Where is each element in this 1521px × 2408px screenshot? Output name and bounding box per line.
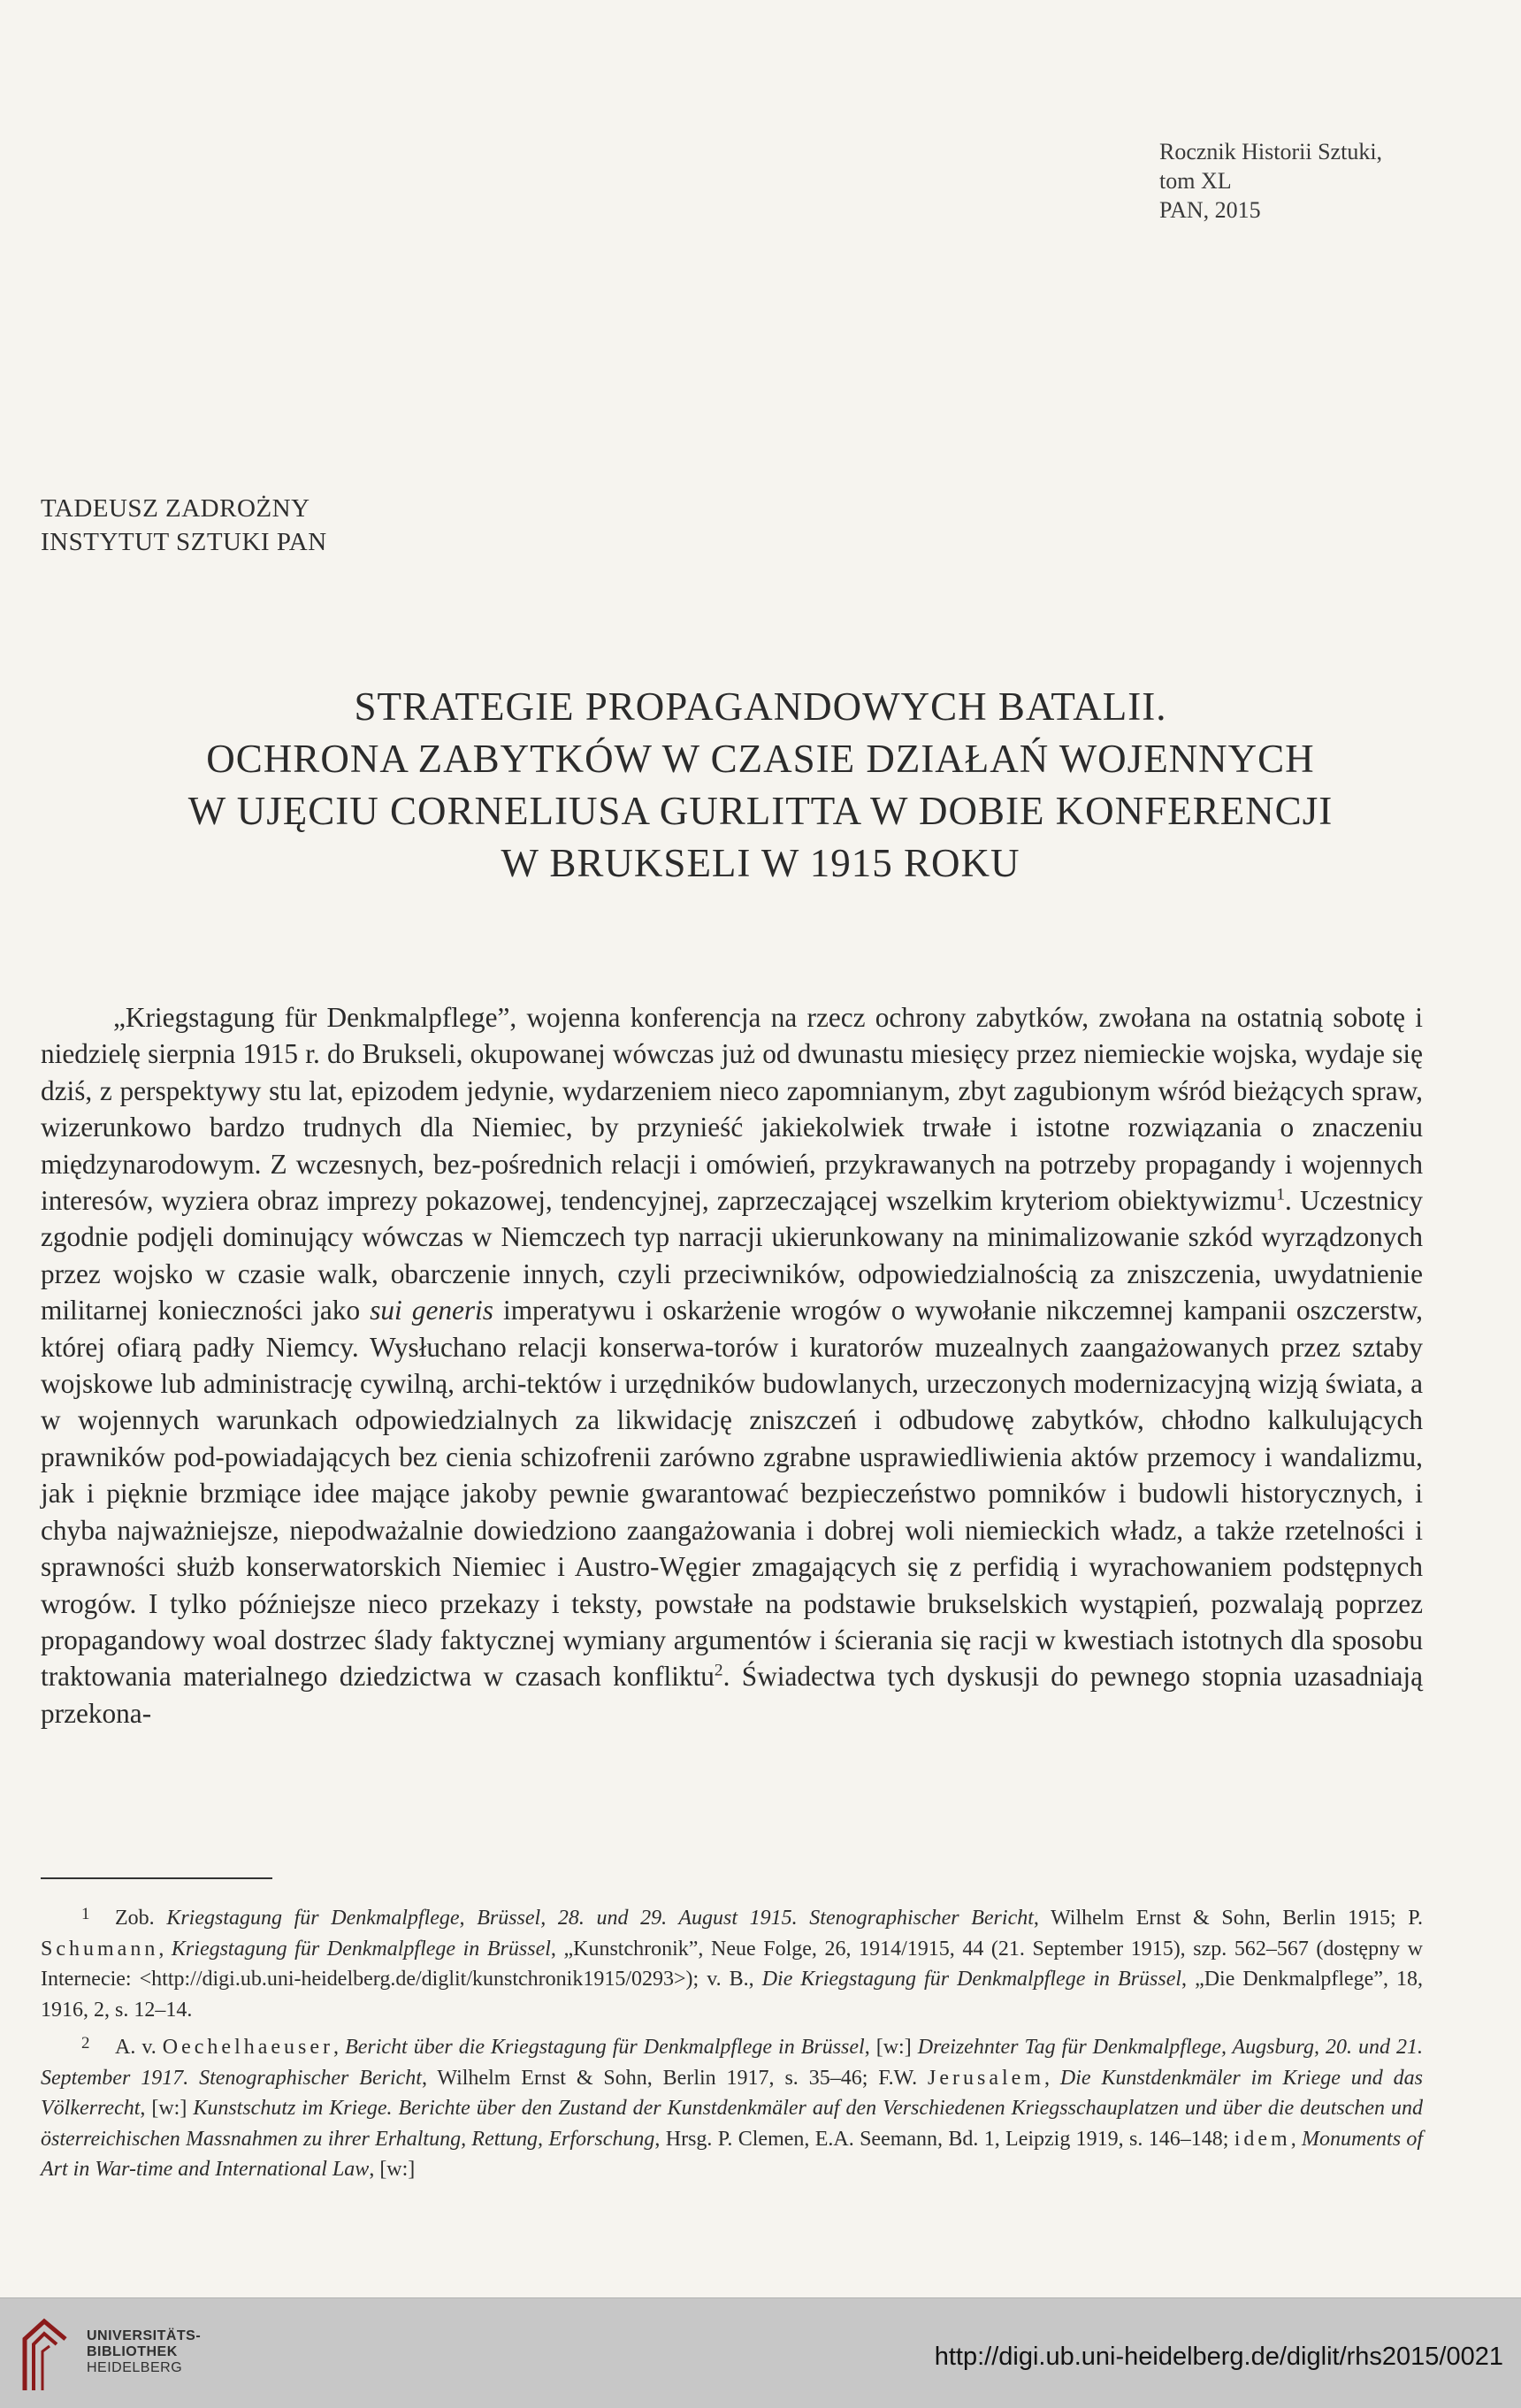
library-name-line: HEIDELBERG <box>87 2360 183 2375</box>
footnote-text: , „Die Denkmalpflege”, 18, 1916, 2, s. 12–14. <box>41 1968 1423 2022</box>
title-line: OCHRONA ZABYTKÓW W CZASIE DZIAŁAŃ WOJENNYCH <box>206 737 1315 781</box>
library-name <box>87 2328 201 2376</box>
digitization-footer <box>0 2297 1521 2408</box>
title-line: W BRUKSELI W 1915 ROKU <box>501 841 1020 885</box>
footnote-text: A. v. <box>115 2036 163 2059</box>
body-italic-term: sui generis <box>370 1295 493 1326</box>
footnote-text: , <box>158 1937 172 1961</box>
footnote-italic: Die Kunstdenkmäler im Kriege und das Völkerrecht <box>41 2066 1424 2120</box>
footnote-italic: Dreizehnter Tag für Denkmalpflege, Augsburg, 20. und 21. September 1917. Stenographischer Bericht <box>41 2036 1424 2090</box>
footnote-ref-2[interactable]: 2 <box>714 1661 723 1680</box>
source-url-link[interactable]: http://digi.ub.uni-heidelberg.de/diglit/rhs2015/0021 <box>934 2343 1503 2371</box>
library-name-line: BIBLIOTHEK <box>87 2344 178 2359</box>
title-line: STRATEGIE PROPAGANDOWYCH BATALII. <box>354 684 1167 729</box>
footnote-text: , [w:] <box>369 2158 416 2181</box>
footnote-text: Zob. <box>115 1907 167 1930</box>
footnote-italic: Kriegstagung für Denkmalpflege in Brüssel <box>171 1937 551 1961</box>
footnote-2 <box>41 2029 1423 2185</box>
footnote-italic: Kunstschutz im Kriege. Berichte über den Zustand der Kunstdenkmäler auf den Verschiedenen Kriegsschauplatzen und über die deutschen und österreichischen Massnahmen zu ihrer Erhaltung, Rettung, Erforschung <box>41 2097 1424 2151</box>
body-paragraph <box>41 999 1423 1731</box>
footnote-text: , <box>1044 2066 1060 2090</box>
footnotes <box>41 1900 1423 2189</box>
footnote-text: , Wilhelm Ernst & Sohn, Berlin 1917, s. 35–46; F.W. <box>421 2066 929 2090</box>
body-text-segment: . Uczestnicy zgodnie podjęli dominujący wówczas w Niemczech typ narracji ukierunkowany na minimalizowanie szkód wyrządzonych przez wojsko w czasie walk, obarczenie innych, czyli przeciwników, odpowiedzialnością za zniszczenia, uwydatnienie militarnej konieczności jako <box>41 1185 1423 1326</box>
footnote-text: , [w:] <box>140 2097 194 2120</box>
body-text-segment: „Kriegstagung für Denkmalpflege”, wojenna konferencja na rzecz ochrony zabytków, zwołana na ostatnią sobotę i niedzielę sierpnia 1915 r. do Brukseli, okupowanej wówczas już od dwunastu miesięcy przez niemieckie wojska, wydaje się dziś, z perspektywy stu lat, epizodem jedynie, wydarzeniem nieco zapomnianym, zbyt zagubionym wśród bieżących spraw, wizerunkowo bardzo trudnych dla Niemiec, by przynieść jakiekolwiek trwałe i istotne rozwiązania o znaczeniu międzynarodowym. Z wczesnych, bez-pośrednich relacji i omówień, przykrawanych na potrzeby propagandy i wojennych interesów, wyziera obraz imprezy pokazowej, tendencyjnej, zaprzeczającej wszelkim kryteriom obiektywizmu <box>41 1002 1423 1217</box>
body-text-segment: imperatywu i oskarżenie wrogów o wywołanie nikczemnej kampanii oszczerstw, której ofiarą padły Niemcy. Wysłuchano relacji konserwa-torów i kuratorów muzealnych zaangażowanych przez sztaby wojskowe lub administrację cywilną, archi-tektów i urzędników budowlanych, urzeczonych modernizacyjną wizją świata, a w wojennych warunkach odpowiedzialnych za likwidację zniszczeń i odbudowę zabytków, chłodno kalkulujących prawników pod-powiadających bez cienia schizofrenii zarówno zgrabne usprawiedliwienia aktów przemocy i wandalizmu, jak i pięknie brzmiące idee mające jakoby pewnie gwarantować bezpieczeństwo pomników i budowli historycznych, i chyba najważniejsze, niepodważalnie dowiedziono zaangażowania i dobrej woli niemieckich władz, a także rzetelności i sprawności służb konserwatorskich Niemiec i Austro-Węgier zmagających się z perfidią i wyrachowaniem podstępnych wrogów. I tylko późniejsze nieco przekazy i teksty, powstałe na podstawie brukselskich wystąpień, pozwalają poprzez propagandowy woal dostrzec ślady faktycznej wymiany argumentów i ścierania się racji w kwestiach istotnych dla sposobu traktowania materialnego dziedzictwa w czasach konfliktu <box>41 1295 1424 1693</box>
footnote-italic: Monuments of Art in War-time and International Law <box>41 2127 1424 2181</box>
footnote-divider <box>41 1877 272 1879</box>
body-text-segment: . Świadectwa tych dyskusji do pewnego stopnia uzasadniają przekona- <box>41 1661 1423 1729</box>
footnote-text: , „Kunstchronik”, Neue Folge, 26, 1914/1915, 44 (21. September 1915), szp. 562–567 (dostępny w Internecie: <http://digi.ub.uni-heidelberg.de/diglit/kunstchronik1915/0293>); v. B., <box>41 1937 1423 1991</box>
author-name: TADEUSZ ZADROŻNY <box>41 494 310 523</box>
footnote-spaced-name: Oechelhaeuser <box>162 2036 334 2059</box>
footnote-number: 1 <box>81 1905 90 1923</box>
footnote-italic: Die Kriegstagung für Denkmalpflege in Brüssel <box>761 1968 1182 1991</box>
journal-publisher-year: PAN, 2015 <box>1159 197 1261 223</box>
article-body <box>41 999 1423 1731</box>
journal-header <box>892 137 1423 225</box>
journal-title: Rocznik Historii Sztuki, tom XL <box>1159 139 1383 194</box>
footnote-spaced-name: Schumann <box>41 1937 159 1961</box>
footnote-text: , Wilhelm Ernst & Sohn, Berlin 1915; P. <box>1033 1907 1423 1930</box>
footnote-italic: Bericht über die Kriegstagung für Denkmalpflege in Brüssel <box>345 2036 865 2059</box>
footnote-text: , <box>333 2036 346 2059</box>
title-line: W UJĘCIU CORNELIUSA GURLITTA W DOBIE KONFERENCJI <box>187 789 1334 833</box>
footnote-italic: Kriegstagung für Denkmalpflege, Brüssel, 28. und 29. August 1915. Stenographischer Bericht <box>166 1907 1034 1930</box>
library-name-line: UNIVERSITÄTS- <box>87 2328 202 2343</box>
footnote-ref-1[interactable]: 1 <box>1276 1185 1285 1204</box>
footnote-spaced-name: Jerusalem <box>928 2066 1044 2090</box>
author-affiliation: INSTYTUT SZTUKI PAN <box>41 528 327 556</box>
footnote-spaced-name: idem <box>1234 2127 1291 2151</box>
article-title <box>0 681 1521 890</box>
footnote-1 <box>41 1900 1423 2025</box>
footnote-text: , [w:] <box>864 2036 918 2059</box>
footnote-number: 2 <box>81 2034 90 2053</box>
footnote-text: , Hrsg. P. Clemen, E.A. Seemann, Bd. 1, Leipzig 1919, s. 146–148; <box>654 2127 1234 2151</box>
author-block <box>41 492 327 559</box>
footnote-text: , <box>1290 2127 1303 2151</box>
library-logo-icon <box>18 2316 73 2394</box>
